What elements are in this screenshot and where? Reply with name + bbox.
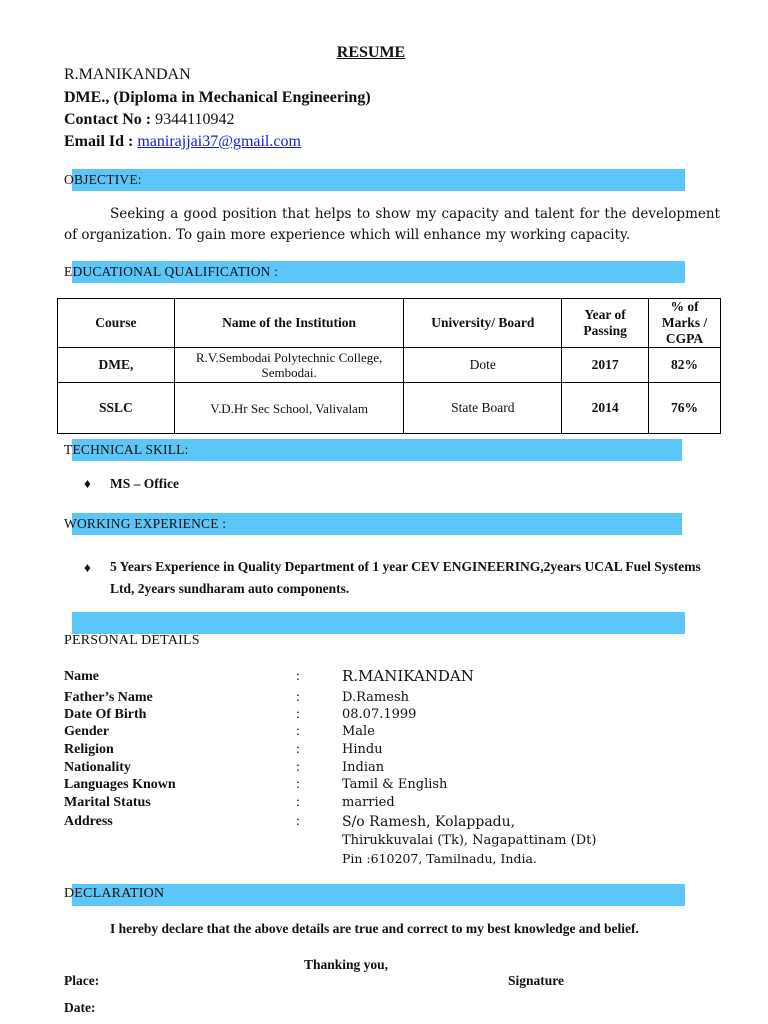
personal-row-name	[64, 669, 704, 687]
personal-row-gender	[64, 724, 704, 742]
pd-value: Indian	[342, 760, 385, 775]
address-line-3	[64, 851, 704, 869]
cell-course: DME,	[58, 348, 175, 383]
personal-row-marital	[64, 795, 704, 813]
education-table	[57, 298, 721, 434]
pd-label: Name	[64, 669, 99, 684]
col-institution: Name of the Institution	[174, 299, 404, 348]
personal-row-father	[64, 690, 704, 708]
pd-colon: :	[296, 814, 300, 829]
pd-colon: :	[296, 690, 300, 705]
declaration-text: I hereby declare that the above details are true and correct to my best knowledge and belief.	[110, 921, 639, 936]
col-year: Year of Passing	[562, 299, 649, 348]
pd-value: Male	[342, 724, 375, 739]
qualification-line: DME., (Diploma in Mechanical Engineering)	[64, 89, 371, 106]
cell-year: 2017	[562, 348, 649, 383]
pd-colon: :	[296, 669, 300, 684]
pd-colon: :	[296, 777, 300, 792]
cell-year: 2014	[562, 383, 649, 434]
signature-label: Signature	[508, 973, 565, 988]
experience-heading: WORKING EXPERIENCE :	[64, 516, 227, 531]
pd-label: Languages Known	[64, 777, 176, 792]
email-line	[64, 133, 301, 151]
personal-row-address	[64, 814, 704, 832]
pd-value: Tamil & English	[342, 777, 448, 792]
pd-value: D.Ramesh	[342, 690, 409, 705]
pd-value: R.MANIKANDAN	[342, 667, 474, 685]
experience-item: 5 Years Experience in Quality Department of 1 year CEV ENGINEERING,2years UCAL Fuel Systems Ltd, 2years sundharam auto components.	[110, 559, 701, 596]
objective-bar	[72, 169, 685, 191]
address-line-2	[64, 833, 704, 851]
objective-heading: OBJECTIVE:	[64, 172, 142, 187]
table-row	[58, 383, 721, 434]
page-title: RESUME	[336, 44, 406, 61]
technical-heading: TECHNICAL SKILL:	[64, 442, 189, 457]
address-line: Pin :610207, Tamilnadu, India.	[342, 851, 537, 866]
bullet-icon: ♦	[84, 560, 91, 575]
pd-label: Address	[64, 814, 113, 829]
pd-value: Hindu	[342, 742, 383, 757]
address-line: Thirukkuvalai (Tk), Nagapattinam (Dt)	[342, 833, 597, 848]
pd-colon: :	[296, 724, 300, 739]
col-course: Course	[58, 299, 175, 348]
pd-value: S/o Ramesh, Kolappadu,	[342, 814, 516, 830]
pd-label: Marital Status	[64, 795, 151, 810]
col-board: University/ Board	[404, 299, 562, 348]
table-row	[58, 348, 721, 383]
thanking-text: Thanking you,	[304, 957, 389, 972]
bullet-icon: ♦	[84, 476, 91, 491]
contact-label: Contact No :	[64, 111, 156, 128]
personal-heading: PERSONAL DETAILS	[64, 633, 200, 648]
pd-label: Religion	[64, 742, 114, 757]
pd-value: 08.07.1999	[342, 707, 417, 722]
personal-row-languages	[64, 777, 704, 795]
pd-colon: :	[296, 742, 300, 757]
personal-row-nationality	[64, 760, 704, 778]
col-marks: % of Marks / CGPA	[649, 299, 721, 348]
cell-marks: 76%	[649, 383, 721, 434]
email-link[interactable]: manirajjai37@gmail.com	[137, 133, 301, 150]
cell-course: SSLC	[58, 383, 175, 434]
declaration-heading: DECLARATION	[64, 886, 165, 901]
cell-board: Dote	[404, 348, 562, 383]
table-header-row	[58, 299, 721, 348]
candidate-name: R.MANIKANDAN	[64, 66, 191, 83]
cell-board: State Board	[404, 383, 562, 434]
contact-value: 9344110942	[155, 111, 235, 128]
place-label: Place:	[64, 973, 100, 988]
skill-item: MS – Office	[110, 476, 179, 491]
pd-colon: :	[296, 707, 300, 722]
education-heading: EDUCATIONAL QUALIFICATION :	[64, 264, 279, 279]
pd-label: Date Of Birth	[64, 707, 147, 722]
pd-colon: :	[296, 795, 300, 810]
cell-institution: V.D.Hr Sec School, Valivalam	[174, 383, 404, 434]
email-label: Email Id :	[64, 133, 138, 150]
contact-line	[64, 111, 235, 129]
objective-text: Seeking a good position that helps to show my capacity and talent for the development of organization. To gain more experience which will enhance my working capacity.	[64, 206, 720, 243]
cell-institution: R.V.Sembodai Polytechnic College, Sembodai.	[174, 348, 404, 383]
personal-bar	[72, 612, 685, 634]
pd-colon: :	[296, 760, 300, 775]
pd-value: married	[342, 795, 395, 810]
pd-label: Father’s Name	[64, 690, 153, 705]
pd-label: Nationality	[64, 760, 131, 775]
personal-row-religion	[64, 742, 704, 760]
cell-marks: 82%	[649, 348, 721, 383]
date-label: Date:	[64, 1000, 96, 1015]
pd-label: Gender	[64, 724, 110, 739]
personal-row-dob	[64, 707, 704, 725]
